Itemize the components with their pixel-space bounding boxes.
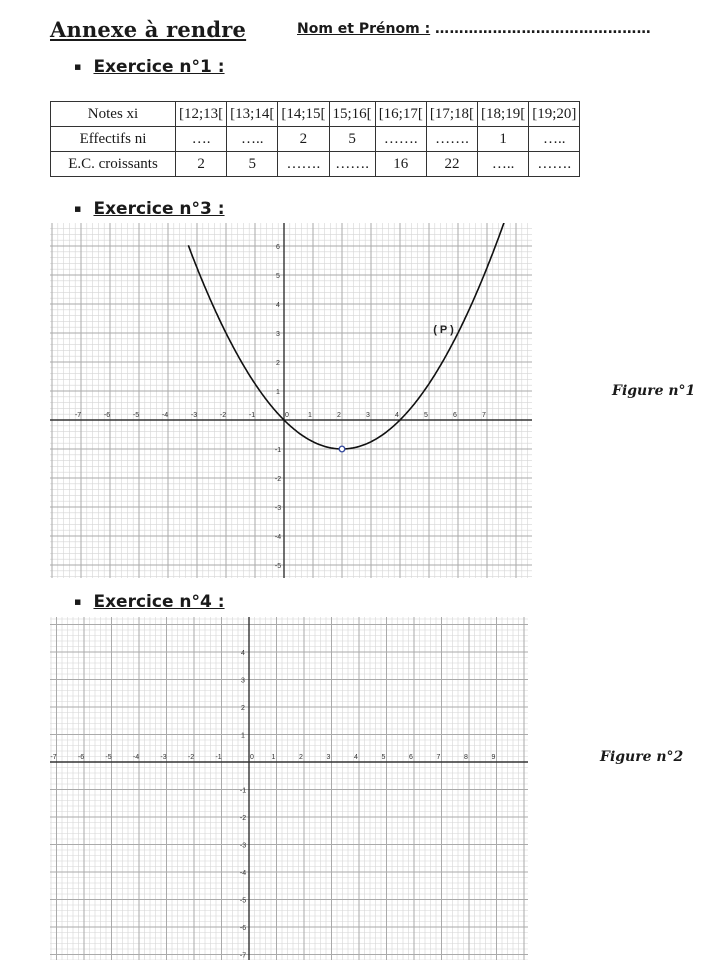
table-cell: 22: [426, 152, 477, 177]
exercise4-title: Exercice n°4 :: [93, 592, 225, 612]
x-tick-label: -4: [161, 412, 169, 419]
y-tick-label: -2: [274, 476, 282, 483]
x-tick-label: -2: [219, 412, 227, 419]
x-tick-label: -3: [190, 412, 198, 419]
frequency-table: [50, 101, 580, 177]
x-tick-label: 3: [366, 412, 370, 419]
figure1-label: Figure n°1: [612, 383, 696, 399]
y-tick-label: -5: [239, 897, 247, 905]
table-cell: ….: [176, 127, 227, 152]
x-tick-label: 6: [409, 754, 413, 761]
table-cell: [16;17[: [375, 102, 426, 127]
y-tick-label: -2: [239, 815, 247, 822]
bullet-icon: ▪: [74, 60, 82, 73]
table-cell: [14;15[: [278, 102, 329, 127]
y-tick-label: -4: [274, 534, 282, 541]
y-tick-label: -5: [274, 563, 282, 570]
x-tick-label: 5: [381, 754, 386, 761]
page-title: Annexe à rendre: [50, 17, 247, 42]
exercise1-title: Exercice n°1 :: [93, 57, 225, 77]
bullet-icon: ▪: [74, 595, 82, 608]
y-tick-label: -7: [239, 952, 247, 960]
table-cell: …….: [329, 152, 375, 177]
x-tick-label: 2: [299, 754, 303, 761]
y-tick-label: 6: [276, 244, 280, 251]
x-tick-label: 1: [271, 754, 276, 761]
table-row-notes: [51, 102, 580, 127]
x-tick-label: -6: [77, 754, 85, 761]
table-row-ec: [51, 152, 580, 177]
y-tick-label: -1: [274, 447, 282, 454]
y-tick-label: 1: [276, 389, 280, 396]
row-header-notes: Notes xi: [51, 102, 176, 127]
x-tick-label: -7: [74, 412, 82, 419]
table-cell: [13;14[: [227, 102, 278, 127]
y-tick-label: -6: [239, 925, 247, 932]
x-tick-label: 5: [424, 412, 428, 419]
table-cell: 2: [176, 152, 227, 177]
x-tick-label: 0: [250, 754, 254, 761]
x-tick-label: 8: [464, 754, 468, 761]
y-tick-label: 4: [276, 302, 280, 309]
y-tick-label: -3: [239, 842, 247, 850]
x-tick-label: 7: [436, 754, 441, 761]
name-dots: ………………………………………: [435, 21, 652, 37]
x-tick-label: 0: [285, 412, 289, 419]
x-tick-label: 7: [482, 412, 486, 419]
figure2-label: Figure n°2: [600, 749, 684, 765]
figure2-graph: [50, 617, 528, 965]
exercise3-heading: [74, 199, 225, 219]
curve-label: ( P ): [433, 324, 454, 336]
table-cell: [19;20]: [529, 102, 580, 127]
y-tick-label: 1: [241, 732, 245, 740]
y-tick-label: -3: [274, 505, 282, 512]
table-cell: 1: [478, 127, 529, 152]
x-tick-label: -4: [132, 754, 140, 761]
x-tick-label: -3: [160, 754, 167, 761]
x-tick-label: 2: [337, 412, 341, 419]
x-tick-label: -7: [50, 754, 57, 761]
figure1-graph: [50, 223, 532, 583]
table-cell: …….: [278, 152, 329, 177]
table-cell: 5: [329, 127, 375, 152]
table-cell: …..: [478, 152, 529, 177]
y-tick-label: -1: [239, 787, 247, 795]
table-cell: …….: [426, 127, 477, 152]
y-tick-label: 4: [241, 650, 245, 657]
table-cell: 16: [375, 152, 426, 177]
table-cell: [17;18[: [426, 102, 477, 127]
x-tick-label: -2: [187, 754, 195, 761]
x-tick-label: -6: [103, 412, 111, 419]
x-tick-label: -5: [132, 412, 140, 419]
x-tick-label: 9: [491, 754, 496, 761]
name-label: Nom et Prénom :: [297, 21, 431, 37]
figure1-svg: [50, 223, 532, 578]
y-tick-label: 5: [276, 273, 280, 280]
figure2-svg: [50, 617, 528, 960]
table-cell: …..: [227, 127, 278, 152]
table-cell: …….: [529, 152, 580, 177]
bullet-icon: ▪: [74, 202, 82, 215]
table-cell: 5: [227, 152, 278, 177]
x-tick-label: 4: [354, 754, 358, 761]
table-cell: [12;13[: [176, 102, 227, 127]
x-tick-label: -1: [215, 754, 222, 761]
y-tick-label: 2: [241, 705, 245, 712]
table-row-effectifs: [51, 127, 580, 152]
row-header-effectifs: Effectifs ni: [51, 127, 176, 152]
y-tick-label: 3: [241, 677, 245, 685]
table-cell: [18;19[: [478, 102, 529, 127]
name-field: [297, 21, 651, 37]
exercise3-title: Exercice n°3 :: [93, 199, 225, 219]
vertex-point: [339, 446, 345, 452]
parabola-curve: [188, 223, 504, 449]
x-tick-label: 4: [395, 412, 399, 419]
exercise1-heading: [74, 57, 225, 77]
x-tick-label: 3: [326, 754, 331, 761]
x-tick-label: -5: [105, 754, 112, 761]
table-cell: 2: [278, 127, 329, 152]
x-tick-label: -1: [248, 412, 256, 419]
row-header-ec: E.C. croissants: [51, 152, 176, 177]
x-tick-label: 1: [308, 412, 312, 419]
table-cell: …….: [375, 127, 426, 152]
table-cell: 15;16[: [329, 102, 375, 127]
y-tick-label: 3: [276, 331, 280, 338]
exercise4-heading: [74, 592, 225, 612]
x-tick-label: 6: [453, 412, 457, 419]
table-cell: …..: [529, 127, 580, 152]
y-tick-label: -4: [239, 870, 247, 877]
y-tick-label: 2: [276, 360, 280, 367]
